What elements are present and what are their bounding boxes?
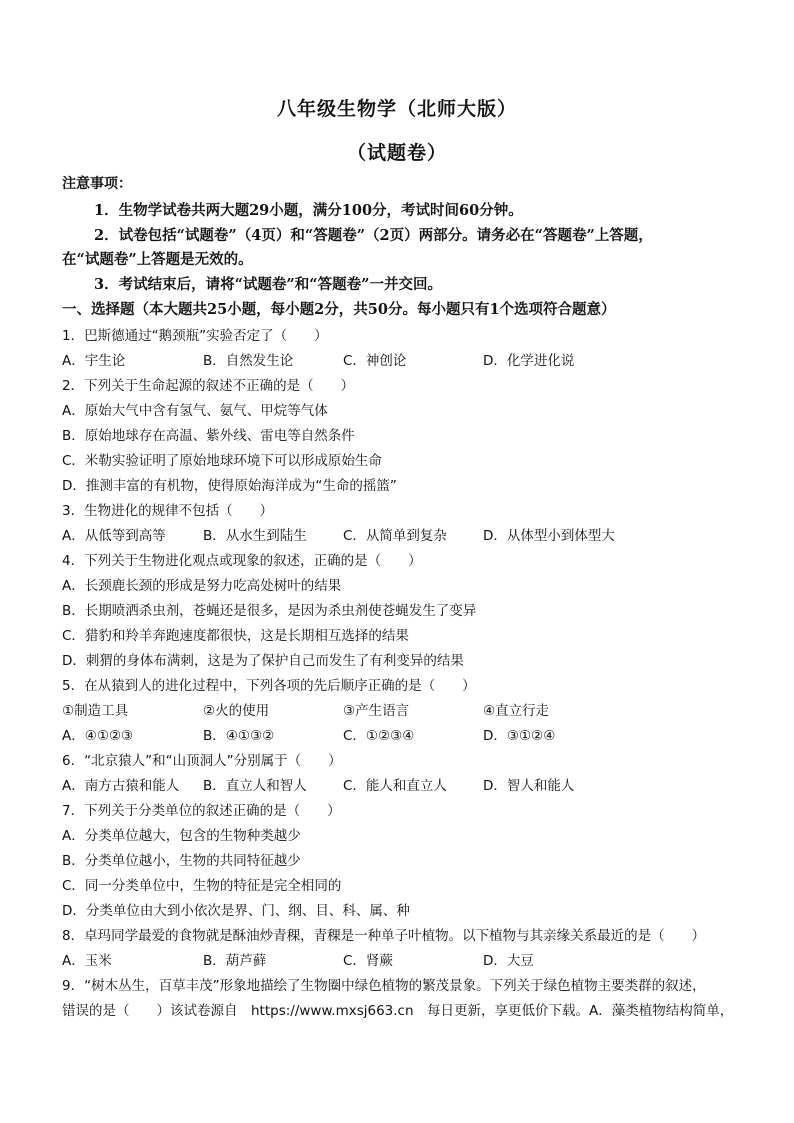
option-row [62,349,742,367]
option-c: C．同一分类单位中，生物的特征是完全相同的 [62,878,342,894]
option-b: B．原始地球存在高温、紫外线、雷电等自然条件 [62,428,355,444]
notice-item-3: 3．考试结束后，请将“试题卷”和“答题卷”一并交回。 [94,276,442,293]
item-row [62,699,742,717]
item-1: ①制造工具 [62,703,129,719]
option-a: A．玉米 [62,953,112,969]
option-d: D．推测丰富的有机物，使得原始海洋成为“生命的摇篮” [62,478,397,494]
notice-heading: 注意事项： [62,176,132,192]
option-c: C．猎豹和羚羊奔跑速度都很快，这是长期相互选择的结果 [62,628,409,644]
question-stem: 2．下列关于生命起源的叙述不正确的是（ ） [62,378,355,394]
option-d: D．大豆 [483,953,534,969]
item-3: ③产生语言 [343,703,410,719]
option-b: B．从水生到陆生 [203,528,307,544]
option-row [62,724,742,742]
option-c: C．从简单到复杂 [343,528,447,544]
option-b: B．长期喷洒杀虫剂，苍蝇还是很多，是因为杀虫剂使苍蝇发生了变异 [62,603,477,619]
notice-item-1: 1．生物学试卷共两大题29小题，满分100分，考试时间60分钟。 [94,202,523,219]
question-stem-cont: 错误的是（ ）该试卷源自 https://www.mxsj663.cn 每日更新，享更低价下载。A．藻类植物结构简单， [62,1003,734,1019]
option-row [62,949,742,967]
option-a: A．从低等到高等 [62,528,166,544]
option-row [62,774,742,792]
option-c: C．肾蕨 [343,953,393,969]
option-b: B．直立人和智人 [203,778,307,794]
question-stem: 5．在从猿到人的进化过程中，下列各项的先后顺序正确的是（ ） [62,678,476,694]
option-c: C．能人和直立人 [343,778,447,794]
option-a: A．南方古猿和能人 [62,778,180,794]
question-stem: 1．巴斯德通过“鹅颈瓶”实验否定了（ ） [62,328,328,344]
option-d: D．化学进化说 [483,353,575,369]
page-subtitle: （试题卷） [346,142,447,164]
item-4: ④直立行走 [483,703,550,719]
question-stem: 9．“树木丛生，百草丰茂”形象地描绘了生物圈中绿色植物的繁茂景象。下列关于绿色植物主要类群的叙述， [62,978,706,994]
option-b: B．自然发生论 [203,353,294,369]
option-a: A．宇生论 [62,353,126,369]
option-d: D．刺猬的身体布满刺，这是为了保护自己而发生了有利变异的结果 [62,653,464,669]
option-d: D．从体型小到体型大 [483,528,615,544]
option-b: B．分类单位越小，生物的共同特征越少 [62,853,301,869]
option-b: B．④①③② [203,728,275,744]
option-c: C．神创论 [343,353,407,369]
option-b: B．葫芦藓 [203,953,267,969]
option-c: C．米勒实验证明了原始地球环境下可以形成原始生命 [62,453,382,469]
notice-item-2-cont: 在“试题卷”上答题是无效的。 [62,251,253,268]
option-row [62,524,742,542]
question-stem: 6．“北京猿人”和“山顶洞人”分别属于（ ） [62,753,342,769]
option-d: D．智人和能人 [483,778,575,794]
section-heading: 一、选择题（本大题共25小题，每小题2分，共50分。每小题只有1个选项符合题意） [62,301,616,318]
page-title: 八年级生物学（北师大版） [276,98,517,120]
question-stem: 3．生物进化的规律不包括（ ） [62,503,274,519]
item-2: ②火的使用 [203,703,270,719]
option-d: D．分类单位由大到小依次是界、门、纲、目、科、属、种 [62,903,410,919]
option-a: A．长颈鹿长颈的形成是努力吃高处树叶的结果 [62,578,342,594]
option-a: A．分类单位越大，包含的生物种类越少 [62,828,301,844]
option-c: C．①②③④ [343,728,415,744]
option-a: A．原始大气中含有氢气、氨气、甲烷等气体 [62,403,328,419]
question-stem: 4．下列关于生物进化观点或现象的叙述，正确的是（ ） [62,553,422,569]
option-d: D．③①②④ [483,728,556,744]
notice-item-2: 2．试卷包括“试题卷”（4页）和“答题卷”（2页）两部分。请务必在“答题卷”上答题， [94,227,653,244]
option-a: A．④①②③ [62,728,134,744]
question-stem: 8．卓玛同学最爱的食物就是酥油炒青稞，青稞是一种单子叶植物。以下植物与其亲缘关系最近的是（ ） [62,928,706,944]
question-stem: 7．下列关于分类单位的叙述正确的是（ ） [62,803,341,819]
